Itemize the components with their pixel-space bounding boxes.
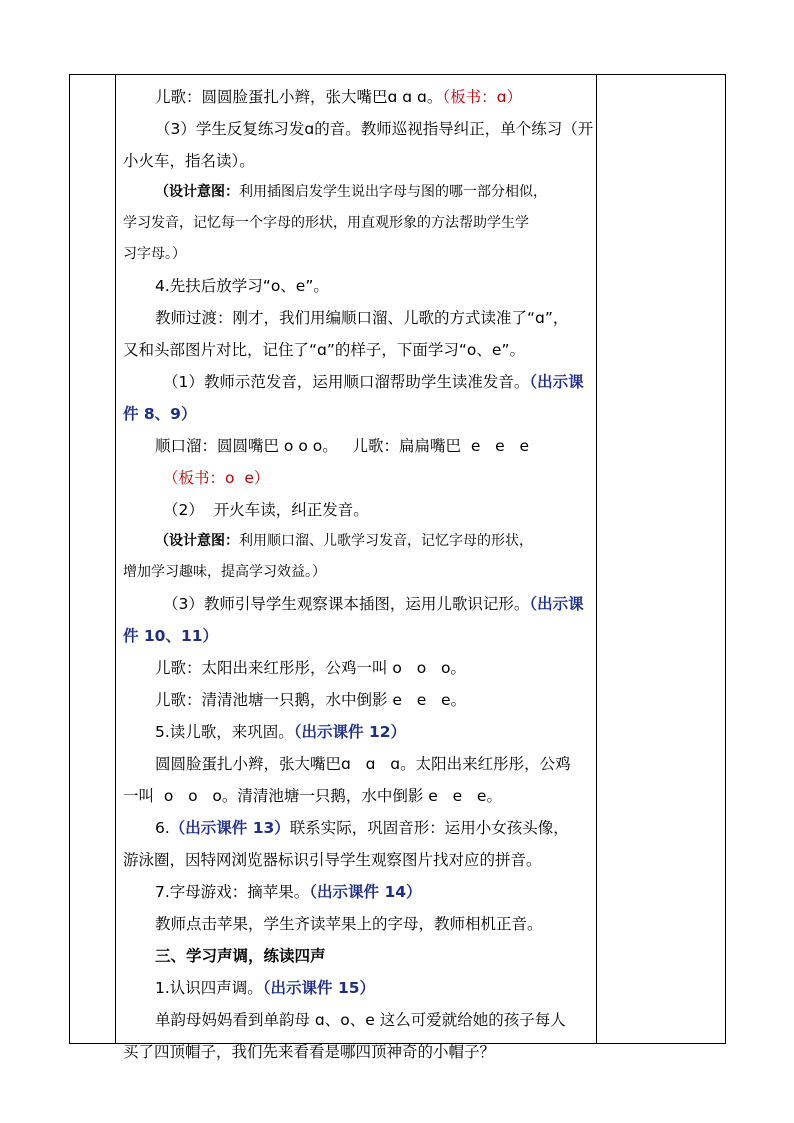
line: 教师点击苹果，学生齐读苹果上的字母，教师相机正音。	[155, 915, 543, 933]
text: 5.读儿歌，来巩固。	[155, 723, 294, 741]
section-heading: 三、学习声调，练读四声	[155, 947, 326, 965]
board-text: （板书：o e）	[163, 469, 270, 487]
board-note	[123, 462, 589, 494]
line: 游泳圈，因特网浏览器标识引导学生观察图片找对应的拼音。	[123, 851, 542, 869]
design-label: （设计意图：	[155, 533, 239, 549]
board-note: （板书：ɑ）	[442, 88, 522, 106]
line: （3）学生反复练习发ɑ的音。教师巡视指导纠正，单个练习（开	[155, 120, 594, 138]
text: 1.认识四声调。	[155, 979, 263, 997]
courseware-ref: （出示课	[529, 595, 584, 613]
line: 儿歌：清清池塘一只鹅，水中倒影 e e e。	[155, 691, 467, 709]
design-intent	[123, 526, 589, 557]
design-intent-line: 学习发音，记忆每一个字母的形状，用直观形象的方法帮助学生学	[123, 215, 529, 231]
text: 6.	[155, 819, 170, 837]
line: （2） 开火车读，纠正发音。	[163, 501, 369, 519]
line	[123, 972, 589, 1004]
line: 买了四顶帽子，我们先来看看是哪四顶神奇的小帽子？	[123, 1043, 496, 1061]
line	[123, 588, 589, 620]
courseware-ref: （出示课件 14）	[309, 883, 422, 901]
left-column-border	[115, 75, 116, 1043]
line	[123, 876, 589, 908]
line	[123, 812, 589, 844]
courseware-ref: （出示课件 13）	[169, 819, 290, 837]
lesson-content	[117, 75, 595, 1068]
line	[123, 716, 589, 748]
courseware-ref: （出示课件 12）	[293, 723, 407, 741]
line: 教师过渡：刚才，我们用编顺口溜、儿歌的方式读准了“ɑ”，	[155, 309, 569, 327]
line: 单韵母妈妈看到单韵母 ɑ、o、e 这么可爱就给她的孩子每人	[155, 1011, 566, 1029]
line: 一叫 o o o。清清池塘一只鹅，水中倒影 e e e。	[123, 787, 502, 805]
design-intent-line: 习字母。）	[123, 246, 186, 262]
lesson-table	[69, 74, 726, 1061]
line	[123, 620, 589, 652]
line: 顺口溜：圆圆嘴巴 o o o。 儿歌：扁扁嘴巴 e e e	[155, 437, 530, 455]
design-intent	[123, 177, 589, 208]
text: 联系实际，巩固音形：运用小女孩头像，	[289, 819, 569, 837]
courseware-ref: 件 10、11）	[123, 627, 219, 645]
design-label: （设计意图：	[155, 184, 239, 200]
text: 7.字母游戏：摘苹果。	[155, 883, 310, 901]
line: 又和头部图片对比，记住了“ɑ”的样子，下面学习“o、e”。	[123, 341, 525, 359]
line	[123, 398, 589, 430]
courseware-ref: 件 8、9）	[123, 405, 197, 423]
line	[123, 366, 589, 398]
design-text: 利用顺口溜、儿歌学习发音，记忆字母的形状，	[239, 533, 533, 549]
line: 圆圆脸蛋扎小辫，张大嘴巴ɑ ɑ ɑ。太阳出来红彤彤，公鸡	[155, 755, 571, 773]
line: 儿歌：太阳出来红彤彤，公鸡一叫 o o o。	[155, 659, 466, 677]
line: 小火车，指名读）。	[123, 152, 255, 170]
design-intent-line: 增加学习趣味，提高学习效益。）	[123, 564, 326, 580]
design-text: 利用插图启发学生说出字母与图的哪一部分相似，	[239, 184, 547, 200]
courseware-ref: （出示课件 15）	[262, 979, 376, 997]
text: （3）教师引导学生观察课本插图，运用儿歌识记形。	[163, 595, 530, 613]
rhyme-text: 儿歌：圆圆脸蛋扎小辫，张大嘴巴ɑ ɑ ɑ。	[155, 88, 443, 106]
line	[123, 81, 589, 113]
text: （1）教师示范发音，运用顺口溜帮助学生读准发音。	[163, 373, 530, 391]
courseware-ref: （出示课	[529, 373, 584, 391]
right-column-border	[596, 75, 597, 1043]
section-heading: 4.先扶后放学习“o、e”。	[155, 277, 329, 295]
